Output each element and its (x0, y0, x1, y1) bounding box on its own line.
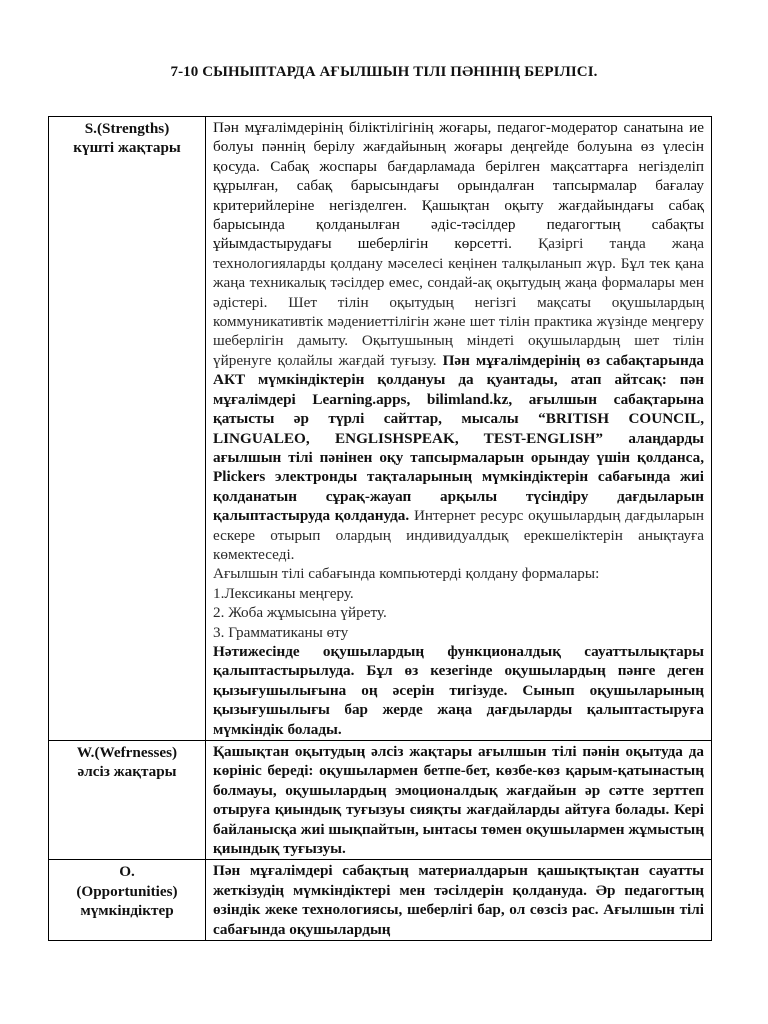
strengths-text-cell (206, 117, 712, 741)
strengths-para-3: Пән мұғалімдерінің өз сабақтарында АКТ мүмкіндіктерін қолдануы да қуантады, атап айтсақ: пән мұғалімдері Learning.apps, bilimland.kz, ағылшын сабақтарына қатысты әр түрлі сайттар, мысалы “BRITISH COUNCIL, LINGUALEO, ENGLISHSPEAK, TEST-ENGLISH” алаңдарды ағылшын тілі пәнінен оқу тапсырмаларын орындау үшін қолданса, Plickers электронды тақталарының мүмкіндіктерін сабағында жиі қолданатын сұрақ-жауап арқылы түсіндіру дағдыларын қалыптастыруда қолдануда. (213, 351, 704, 525)
strengths-label-cell (49, 117, 206, 741)
opportunities-text-cell (206, 860, 712, 941)
list-item: 1.Лексиканы меңгеру. (213, 584, 354, 602)
strengths-para-2: Қазіргі таңда жаңа технологияларды қолдану мәселесі кеңінен талқыланып жүр. Бұл тек қана жаңа техникалық тәсілдер емес, сондай-ақ оқытудың жаңа формалары мен әдістері. Шет тілін оқытудың негізгі мақсаты оқушылардың коммуникативтік мәдениеттілігін және шет тілін практика жүзінде меңгеру шеберлігін дамыту. Оқытушының міндеті оқушылардың шет тілін үйренуге қолайлы жағдай туғызу. (213, 235, 704, 369)
strengths-conclusion: Нәтижесінде оқушылардың функционалдық сауаттылықтары қалыптастырылуда. Бұл өз кезегінде оқушылардың пәнге деген қызығушылығына оң әсерін тигізуде. Сынып оқушыларының қызығушылығы бар жерде жаңа дағдыларды қалыптастыруға мүмкіндік болады. (213, 642, 704, 738)
opportunities-label-cell (49, 860, 206, 941)
strengths-label-kk: күшті жақтары (73, 139, 181, 157)
opportunities-label-kk: мүмкіндіктер (80, 902, 174, 920)
strengths-para-1: Пән мұғалімдерінің біліктілігінің жоғары, педагог-модератор санатына ие болуы пәннің берілу жағдайының жоғары деңгейде болуына өз үлесін қосуда. Сабақ жоспары бағдарламада берілген мақсаттарға негізделіп құрылған, сабақ барысындағы орындалған тапсырмалар бағалау критерийлеріне негізделген. Қашықтан оқыту жағдайындағы сабақ барысында қолданылған әдіс-тәсілдер педагогтың сабақты ұйымдастырудағы шеберлігін көрсетті. (213, 119, 704, 253)
list-item: 2. Жоба жұмысына үйрету. (213, 604, 387, 622)
strengths-para-4: Интернет ресурс оқушылардың дағдыларын ескере отырып олардың индивидуалдық ерекшеліктерін анықтауға көмектеседі. (213, 507, 704, 563)
strengths-list-intro: Ағылшын тілі сабағында компьютерді қолдану формалары: (213, 565, 600, 583)
weaknesses-label-kk: әлсіз жақтары (77, 763, 177, 781)
table-row-opportunities (49, 860, 712, 941)
strengths-label-en: S.(Strengths) (84, 120, 170, 137)
weaknesses-text-cell (206, 741, 712, 860)
swot-table (48, 116, 712, 941)
list-item: 3. Грамматиканы өту (213, 623, 349, 641)
table-row-strengths (49, 117, 712, 741)
opportunities-label-letter: O. (119, 863, 135, 881)
table-row-weaknesses (49, 741, 712, 860)
opportunities-label-en: (Opportunities) (76, 882, 178, 900)
weaknesses-label-cell (49, 741, 206, 860)
weaknesses-text: Қашықтан оқытудың әлсіз жақтары ағылшын тілі пәнін оқытуда да көрініс береді: оқушылармен бетпе-бет, көзбе-көз қарым-қатынастың болмауы, оқушылардың эмоционалдық жағдайын әр сәтте зерттеп отыруға қиындық туғызуы сияқты жағдайларды айтуға болады. Кері байланысқа жиі шықпайтын, ынтасы төмен оқушылармен жұмыстың қиындық туғызуы. (213, 743, 704, 858)
weaknesses-label-en: W.(Wefrnesses) (76, 744, 178, 761)
opportunities-text: Пән мұғалімдері сабақтың материалдарын қашықтықтан сауатты жеткізудің мүмкіндіктері мен тәсілдерін қолдануда. Әр педагогтың өзіндік жеке технологиясы, шеберлігі бар, ол сөзсіз рас. Ағылшын тілі сабағында оқушылардың (213, 862, 704, 938)
document-title: 7-10 СЫНЫПТАРДА АҒЫЛШЫН ТІЛІ ПӘНІНІҢ БЕРІЛІСІ. (170, 64, 598, 80)
